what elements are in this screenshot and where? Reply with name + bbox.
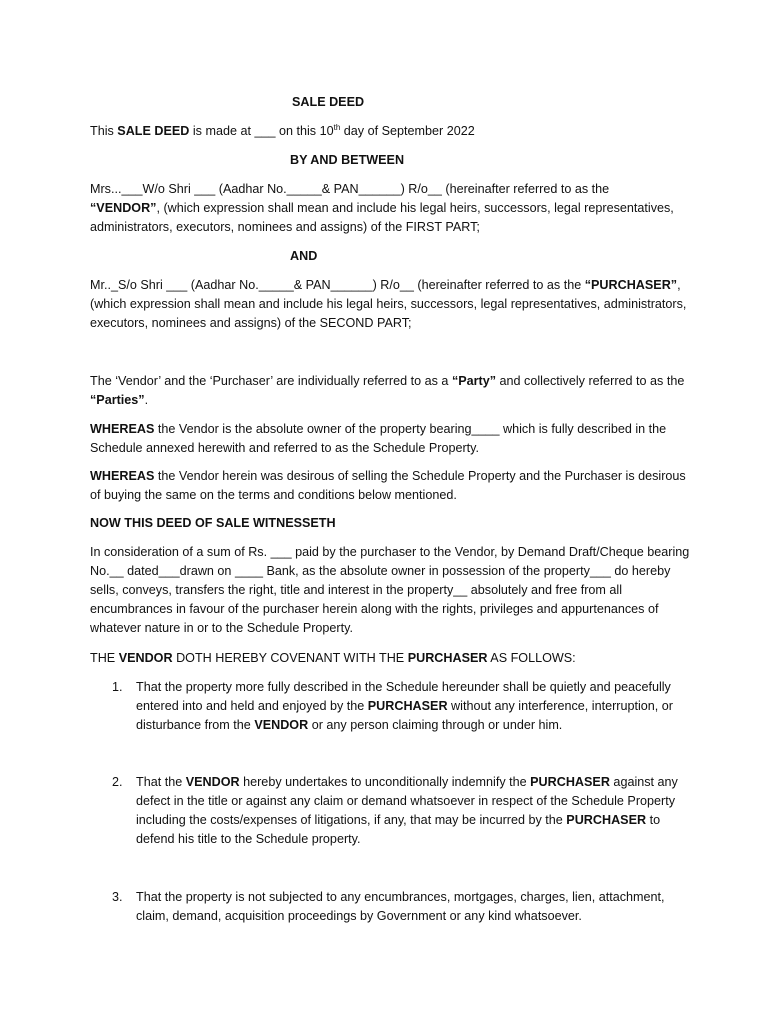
item1-part-c: without any interference, interruption, or disturbance from the (136, 699, 673, 732)
item2-part-a: That the (136, 775, 186, 789)
covenant-mid: DOTH HEREBY COVENANT WITH THE (172, 651, 408, 665)
covenant-pre: THE (90, 651, 119, 665)
parties-paragraph (90, 372, 690, 410)
item1-part-a: That the property more fully described in the Schedule hereunder shall be quietly and peacefully entered into and held and enjoyed by the (136, 680, 671, 713)
covenant-bold1: VENDOR (118, 651, 173, 665)
between-heading: BY AND BETWEEN (290, 153, 405, 167)
purchaser-bold: “PURCHASER” (584, 278, 678, 292)
list-item-text (136, 773, 682, 849)
vendor-rest: , (which expression shall mean and include his legal heirs, successors, legal representatives, administrators, executors, nominees and assigns) of the FIRST PART; (90, 201, 674, 234)
whereas2-rest: the Vendor herein was desirous of selling the Schedule Property and the Purchaser is desirous of buying the same on the terms and conditions below mentioned. (90, 469, 686, 502)
whereas1-rest: the Vendor is the absolute owner of the property bearing____ which is fully described in the Schedule annexed herewith and referred to as the Schedule Property. (90, 422, 667, 455)
and-heading: AND (290, 249, 318, 263)
vendor-paragraph (90, 180, 690, 237)
opening-mid: is made at ___ on this 10 (189, 124, 334, 138)
covenant-bold2: PURCHASER (407, 651, 488, 665)
purchaser-pre: Mr.._S/o Shri ___ (Aadhar No._____& PAN______) R/o__ (hereinafter referred to as the (90, 278, 585, 292)
whereas-paragraph-2 (90, 467, 690, 505)
list-item-number: 2. (112, 775, 123, 789)
vendor-line1: Mrs...___W/o Shri ___ (Aadhar No._____& PAN______) R/o__ (hereinafter referred to as the (90, 182, 610, 196)
item2-part-d: against any defect in the title or against any claim or demand whatsoever in respect of the Schedule Property including the costs/expenses of litigations, if any, that may be incurred by the (136, 775, 678, 827)
parties-post: . (144, 393, 149, 407)
item2-part-c: hereby undertakes to unconditionally indemnify the (239, 775, 531, 789)
parties-pre: The ‘Vendor’ and the ‘Purchaser’ are individually referred to as a (90, 374, 452, 388)
opening-bold: SALE DEED (117, 124, 190, 138)
list-item-text (136, 678, 682, 735)
opening-pre: This (90, 124, 118, 138)
item1-part-d: or any person claiming through or under him. (308, 718, 563, 732)
purchaser-paragraph (90, 276, 690, 333)
covenant-heading (90, 649, 690, 668)
witnesseth-heading: NOW THIS DEED OF SALE WITNESSETH (90, 516, 336, 530)
opening-post: day of September 2022 (340, 124, 475, 138)
purchaser-rest: , (which expression shall mean and include his legal heirs, successors, legal representatives, administrators, executors, nominees and assigns) of the SECOND PART; (90, 278, 687, 330)
opening-sup: th (333, 122, 341, 132)
whereas-paragraph-1 (90, 420, 690, 458)
item2-bold-1: VENDOR (185, 775, 240, 789)
parties-bold1: “Party” (451, 374, 497, 388)
list-item-number: 1. (112, 680, 123, 694)
item2-bold-2: PURCHASER (530, 775, 610, 789)
list-item-number: 3. (112, 890, 123, 904)
item2-bold-3: PURCHASER (566, 813, 647, 827)
list-item-text: That the property is not subjected to any encumbrances, mortgages, charges, lien, attachment, claim, demand, acquisition proceedings by Government or any kind whatsoever. (136, 890, 665, 923)
parties-bold2: “Parties” (90, 393, 145, 407)
item1-bold-2: VENDOR (254, 718, 309, 732)
item1-bold-1: PURCHASER (367, 699, 448, 713)
document-title: SALE DEED (292, 95, 365, 109)
item2-part-e: to defend his title to the Schedule property. (136, 813, 661, 846)
vendor-bold: “VENDOR” (90, 201, 157, 215)
opening-line (90, 122, 690, 141)
consideration-paragraph: In consideration of a sum of Rs. ___ paid by the purchaser to the Vendor, by Demand Draft/Cheque bearing No.__ dated___drawn on ____ Bank, as the absolute owner in possession of the property___ do hereby sells, conveys, transfers the right, title and interest in the property__ absolutely and free from all encumbrances in favour of the purchaser herein along with the rights, privileges and appurtenances of whatever nature in or to the Schedule Property. (90, 545, 690, 635)
covenant-post: AS FOLLOWS: (487, 651, 576, 665)
parties-mid: and collectively referred to as the (496, 374, 685, 388)
whereas1-bold: WHEREAS (90, 422, 155, 436)
whereas2-bold: WHEREAS (90, 469, 155, 483)
